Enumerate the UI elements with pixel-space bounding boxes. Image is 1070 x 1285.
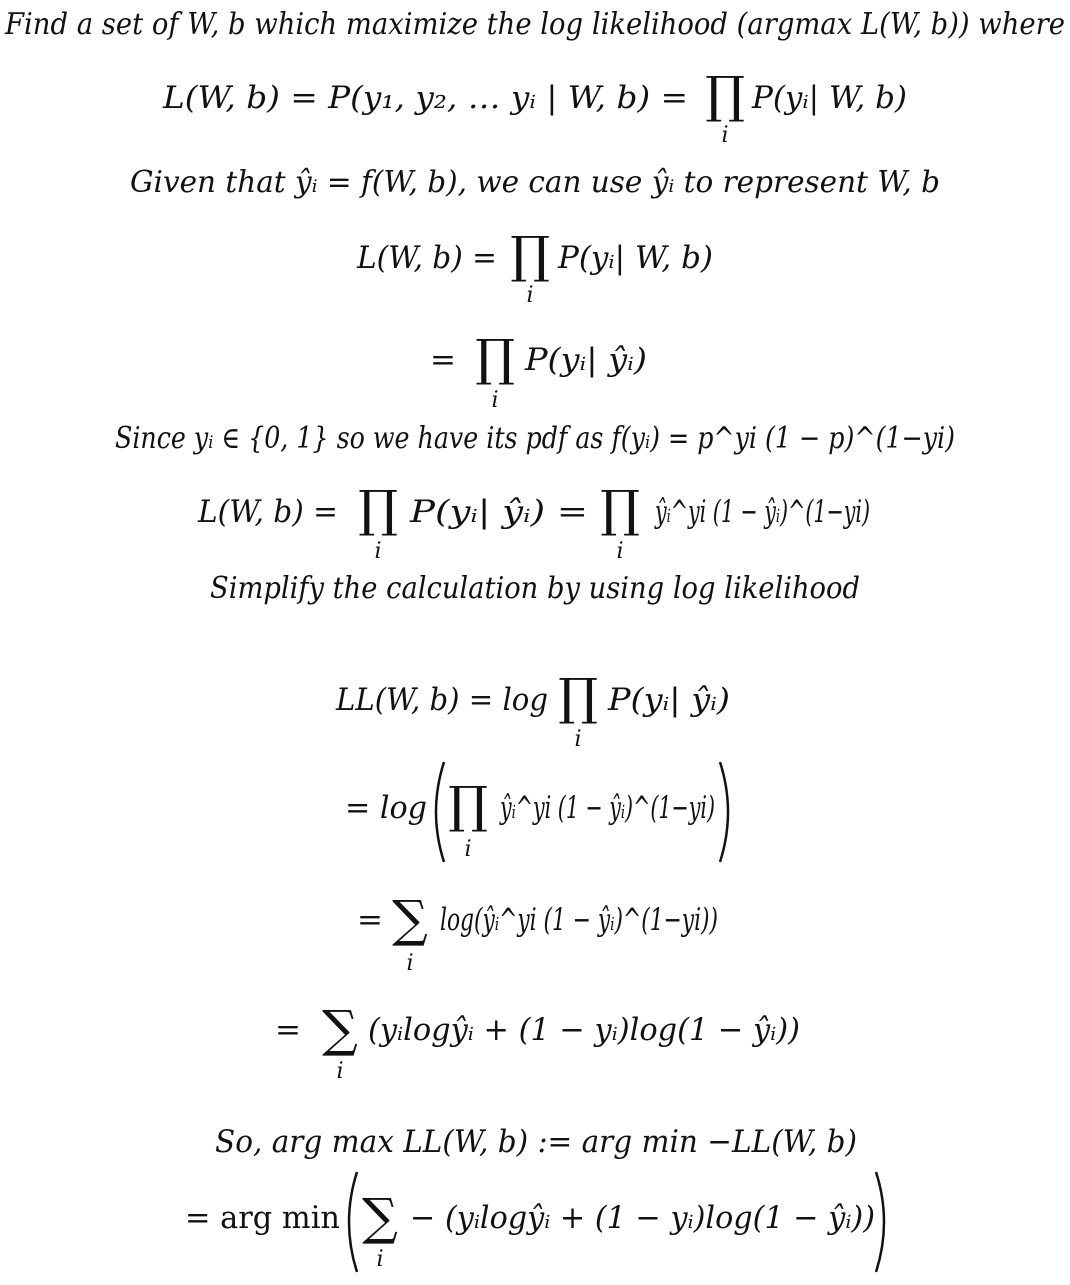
sum-index: i bbox=[406, 951, 414, 976]
product-index: i bbox=[721, 123, 729, 148]
equals-sign: = bbox=[430, 342, 456, 378]
sum-index: i bbox=[336, 1059, 344, 1084]
argmin-lhs: = arg min bbox=[185, 1200, 341, 1236]
conditional-probability: P(yᵢ| ŷᵢ) bbox=[523, 342, 647, 378]
right-big-paren bbox=[876, 1172, 884, 1272]
sum-operator: ∑ bbox=[362, 1188, 398, 1246]
log-product-lhs: = log bbox=[345, 790, 427, 826]
equals-sign: = bbox=[275, 1012, 301, 1048]
product-operator: ∏ bbox=[705, 66, 745, 124]
left-big-paren bbox=[349, 1172, 357, 1272]
simplify-line: Simplify the calculation by using log likelihood bbox=[210, 571, 860, 606]
product-operator: ∏ bbox=[558, 668, 598, 726]
product-operator: ∏ bbox=[358, 480, 398, 538]
left-big-paren bbox=[436, 762, 444, 862]
argmax-argmin-line: So, arg max LL(W, b) := arg min −LL(W, b) bbox=[215, 1124, 857, 1160]
likelihood-bernoulli-mid: P(yᵢ| ŷᵢ) = bbox=[408, 494, 588, 530]
sum-log-terms: log(ŷᵢ^yi (1 − ŷᵢ)^(1−yi)) bbox=[440, 902, 718, 938]
likelihood-product-rhs: P(yᵢ| W, b) bbox=[557, 240, 713, 276]
likelihood-product-lhs: L(W, b) = bbox=[356, 240, 497, 276]
derivation-intro-line: Find a set of W, b which maximize the log likelihood (argmax L(W, b)) where bbox=[4, 7, 1065, 42]
sum-operator: ∑ bbox=[322, 1000, 358, 1058]
right-big-paren bbox=[720, 762, 728, 862]
likelihood-definition-lhs: L(W, b) = P(y₁, y₂, … yᵢ | W, b) = bbox=[161, 80, 689, 116]
log-product-rhs: ŷᵢ^yi (1 − ŷᵢ)^(1−yi) bbox=[498, 790, 715, 826]
product-index: i bbox=[464, 837, 472, 862]
likelihood-definition-rhs: P(yᵢ| W, b) bbox=[751, 80, 907, 116]
likelihood-bernoulli-rhs: ŷᵢ^yi (1 − ŷᵢ)^(1−yi) bbox=[653, 494, 870, 530]
log-likelihood-lhs: LL(W, b) = log bbox=[335, 682, 548, 718]
log-likelihood-rhs: P(yᵢ| ŷᵢ) bbox=[606, 682, 730, 718]
product-index: i bbox=[526, 283, 534, 308]
sum-index: i bbox=[376, 1247, 384, 1272]
product-index: i bbox=[374, 539, 382, 564]
product-index: i bbox=[574, 727, 582, 752]
product-index: i bbox=[616, 539, 624, 564]
sum-operator: ∑ bbox=[392, 890, 428, 948]
product-operator: ∏ bbox=[448, 776, 488, 834]
negative-cross-entropy-terms: − (yᵢlogŷᵢ + (1 − yᵢ)log(1 − ŷᵢ)) bbox=[410, 1200, 875, 1236]
cross-entropy-terms: (yᵢlogŷᵢ + (1 − yᵢ)log(1 − ŷᵢ)) bbox=[368, 1012, 800, 1048]
product-index: i bbox=[491, 388, 499, 413]
product-operator: ∏ bbox=[475, 329, 515, 387]
given-that-line: Given that ŷᵢ = f(W, b), we can use ŷᵢ to represent W, b bbox=[130, 165, 940, 200]
likelihood-bernoulli-lhs: L(W, b) = bbox=[197, 494, 338, 530]
equals-sign: = bbox=[357, 902, 383, 938]
product-operator: ∏ bbox=[510, 226, 550, 284]
bernoulli-pdf-line: Since yᵢ ∈ {0, 1} so we have its pdf as f(yᵢ) = p^yi (1 − p)^(1−yi) bbox=[115, 421, 955, 456]
product-operator: ∏ bbox=[600, 480, 640, 538]
